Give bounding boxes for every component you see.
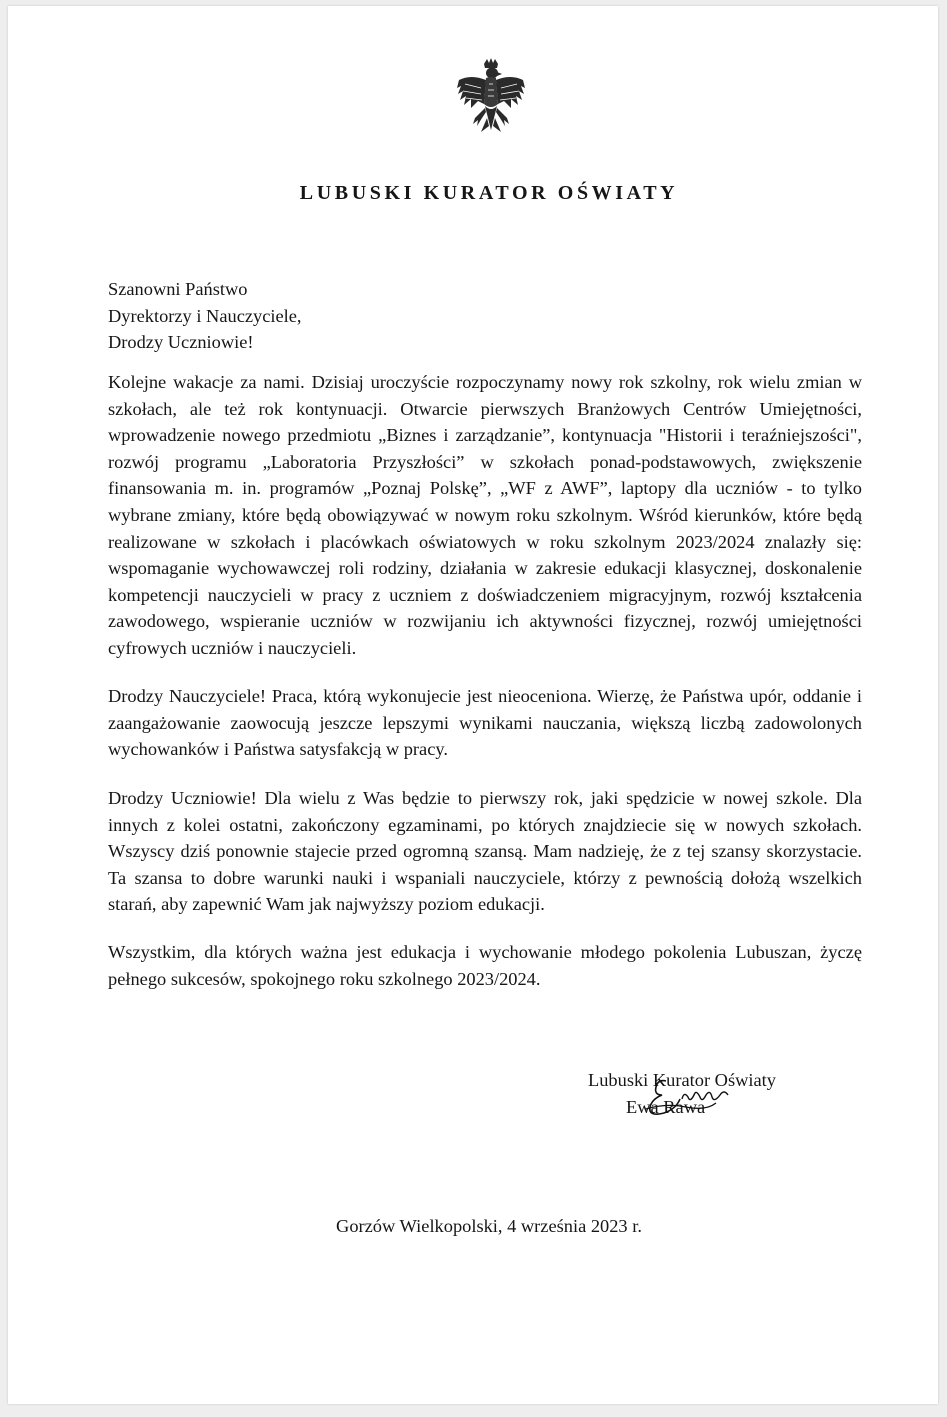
polish-white-eagle-icon [451, 58, 531, 148]
paragraph-closing: Wszystkim, dla których ważna jest edukacja i wychowanie młodego pokolenia Lubuszan, życzę pełnego sukcesów, spokojnego roku szkolnego 2023/2024. [108, 942, 862, 989]
letter-page [8, 6, 938, 1404]
paragraph-teachers: Drodzy Nauczyciele! Praca, którą wykonujecie jest nieoceniona. Wierzę, że Państwa upór, oddanie i zaangażowanie zaowocują jeszcze lepszymi wynikami nauczania, większą liczbą zadowolonych wychowanków i Państwa satysfakcją w pracy. [108, 686, 862, 760]
signature-name: Ewa Rawa [626, 1096, 706, 1117]
signature-block [588, 1067, 828, 1120]
letterhead-title: LUBUSKI KURATOR OŚWIATY [299, 182, 679, 204]
handwritten-signature-icon [606, 1073, 756, 1123]
paragraph-students: Drodzy Uczniowie! Dla wielu z Was będzie to pierwszy rok, jaki spędzicie w nowej szkole. Dla innych z kolei ostatni, zakończony egzaminami, po których znajdziecie się w nowych szkołach. Wszyscy dziś ponownie stajecie przed ogromną szansą. Mam nadzieję, że z tej szansy skorzystacie. Ta szansa to dobre warunki nauki i wspaniali nauczyciele, którzy z pewnością dołożą wszelkich starań, aby zapewnić Wam jak najwyższy poziom edukacji. [108, 788, 862, 915]
place-and-date: Gorzów Wielkopolski, 4 września 2023 r. [336, 1216, 642, 1236]
salutation-line-3: Drodzy Uczniowie! [108, 332, 254, 353]
salutation [108, 276, 862, 356]
signature-title: Lubuski Kurator Oświaty [588, 1070, 776, 1090]
salutation-line-2: Dyrektorzy i Nauczyciele, [108, 305, 302, 326]
paragraph-intro: Kolejne wakacje za nami. Dzisiaj uroczyście rozpoczynamy nowy rok szkolny, rok wielu zmian w szkołach, ale też rok kontynuacji. Otwarcie pierwszych Branżowych Centrów Umiejętności, wprowadzenie nowego przedmiotu „Biznes i zarządzanie”, kontynuacja "Historii i teraźniejszości", rozwój programu „Laboratoria Przyszłości” w szkołach ponad-podstawowych, zwiększenie finansowania m. in. programów „Poznaj Polskę”, „WF z AWF”, laptopy dla uczniów - to tylko wybrane zmiany, które będą obowiązywać w nowym roku szkolnym. Wśród kierunków, które będą realizowane w szkołach i placówkach oświatowych w roku szkolnym 2023/2024 znalazły się: wspomaganie wychowawczej roli rodziny, działania w zakresie edukacji klasycznej, doskonalenie kompetencji nauczycieli w pracy z uczniem z doświadczeniem migracyjnym, rozwój kształcenia zawodowego, wspieranie uczniów w rozwijaniu ich aktywności fizycznej, rozwój umiejętności cyfrowych uczniów i nauczycieli. [108, 372, 862, 658]
salutation-line-1: Szanowni Państwo [108, 279, 248, 299]
